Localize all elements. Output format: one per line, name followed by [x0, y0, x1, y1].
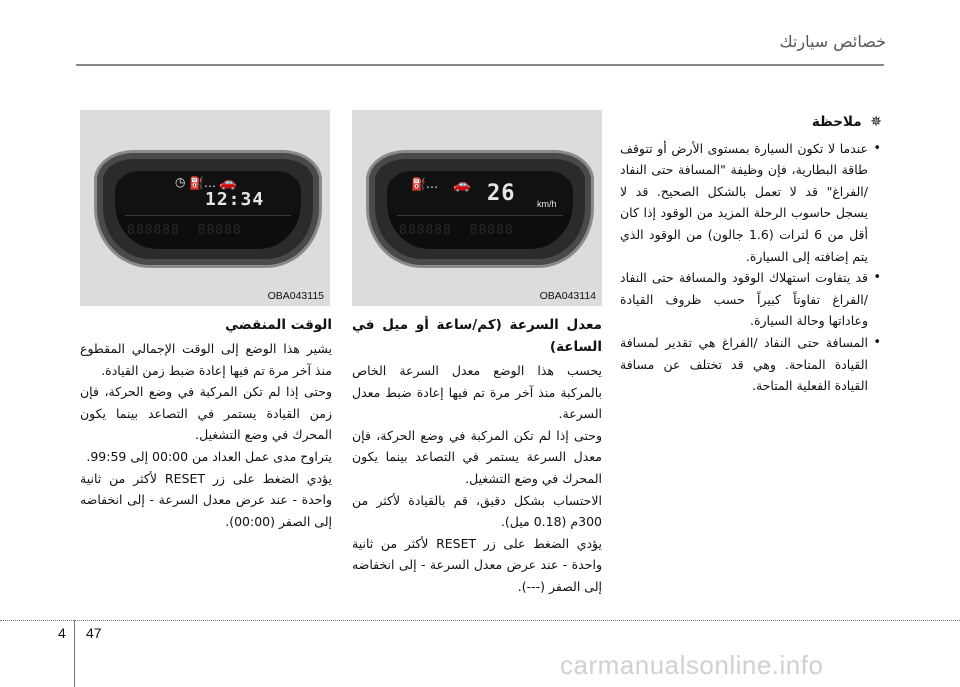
- fuel-pump-icon: ⛽…: [189, 176, 216, 190]
- figure-average-speed: [352, 110, 602, 306]
- inactive-segments: 888888 88888: [399, 223, 514, 238]
- paragraph: الاحتساب بشكل دقيق، قم بالقيادة لأكثر من 300م (0.18 ميل).: [352, 492, 602, 530]
- clock-icon: ◷: [175, 175, 186, 189]
- time-reading: 12:34: [205, 189, 265, 210]
- section-average-speed: [352, 314, 602, 598]
- caution-list: [620, 138, 882, 397]
- chapter-title: خصائص سيارتك: [779, 32, 886, 51]
- sun-note-icon: ✵: [870, 114, 882, 130]
- lcd-display: [115, 171, 301, 249]
- section-title: معدل السرعة (كم/ساعة أو ميل في الساعة): [352, 317, 602, 355]
- lcd-display: [387, 171, 573, 249]
- paragraph: يؤدي الضغط على زر RESET لأكثر من ثانية واحدة - عند عرض معدل السرعة - إلى انخفاضه إلى الصفر (00:00).: [80, 470, 332, 529]
- paragraph: يتراوح مدى عمل العداد من 00:00 إلى 99:59.: [86, 448, 332, 464]
- watermark: carmanualsonline.info: [560, 650, 824, 680]
- chapter-number: 4: [58, 625, 66, 641]
- speed-unit: km/h: [537, 199, 557, 209]
- section-title: الوقت المنقضي: [225, 317, 332, 333]
- paragraph: يشير هذا الوضع إلى الوقت الإجمالي المقطوع منذ آخر مرة تم فيها إعادة ضبط زمن القيادة.: [80, 341, 332, 378]
- car-icon: 🚗: [219, 175, 237, 191]
- page-number-separator: [74, 620, 75, 687]
- list-item: • قد يتفاوت استهلاك الوقود والمسافة حتى النفاد /الفراغ تفاوتاً كبيراً حسب ظروف القيادة وعاداتها وحالة السيارة.: [620, 267, 868, 332]
- header-divider: [76, 64, 884, 66]
- speed-reading: 26: [487, 181, 516, 206]
- fuel-pump-icon: ⛽…: [411, 177, 438, 191]
- section-elapsed-time: [80, 314, 332, 532]
- figure-code: OBA043115: [267, 290, 324, 302]
- caution-box: [620, 112, 882, 397]
- car-icon: 🚗: [453, 177, 471, 193]
- paragraph: وحتى إذا لم تكن المركبة في وضع الحركة، فإن زمن القيادة يستمر في التصاعد بينما يكون المحرك في وضع التشغيل.: [80, 384, 332, 443]
- paragraph: يحسب هذا الوضع معدل السرعة الخاص بالمركبة منذ آخر مرة تم فيها إعادة ضبط معدل السرعة.: [352, 363, 602, 422]
- caution-title-text: ملاحظة: [811, 114, 862, 130]
- paragraph: وحتى إذا لم تكن المركبة في وضع الحركة، فإن معدل السرعة يستمر في التصاعد بينما يكون المحرك في وضع التشغيل.: [352, 427, 602, 486]
- list-item: • المسافة حتى النفاد /الفراغ هي تقدير لمسافة القيادة المتاحة. وهي قد تختلف عن مسافة القيادة الفعلية المتاحة.: [620, 332, 868, 397]
- figure-code: OBA043114: [539, 290, 596, 302]
- footer-divider: [0, 620, 960, 621]
- figure-elapsed-time: [80, 110, 330, 306]
- inactive-segments: 888888 88888: [127, 223, 242, 238]
- paragraph: يؤدي الضغط على زر RESET لأكثر من ثانية واحدة - عند عرض معدل السرعة - إلى انخفاضه إلى الصفر (---).: [352, 535, 602, 594]
- caution-heading: [620, 112, 882, 134]
- instrument-cluster: [366, 150, 594, 268]
- list-item: • عندما لا تكون السيارة بمستوى الأرض أو تتوقف طاقة البطارية، فإن وظيفة "المسافة حتى النفاد /الفراغ" قد لا تعمل بالشكل الصحيح. قد لا يسجل حاسوب الرحلة المزيد من الوقود إذا كان أقل من 6 لترات (1.6 جالون) من الوقود الذي يتم إضافته إلى السيارة.: [620, 138, 868, 268]
- instrument-cluster: [94, 150, 322, 268]
- page-number: 47: [86, 625, 102, 641]
